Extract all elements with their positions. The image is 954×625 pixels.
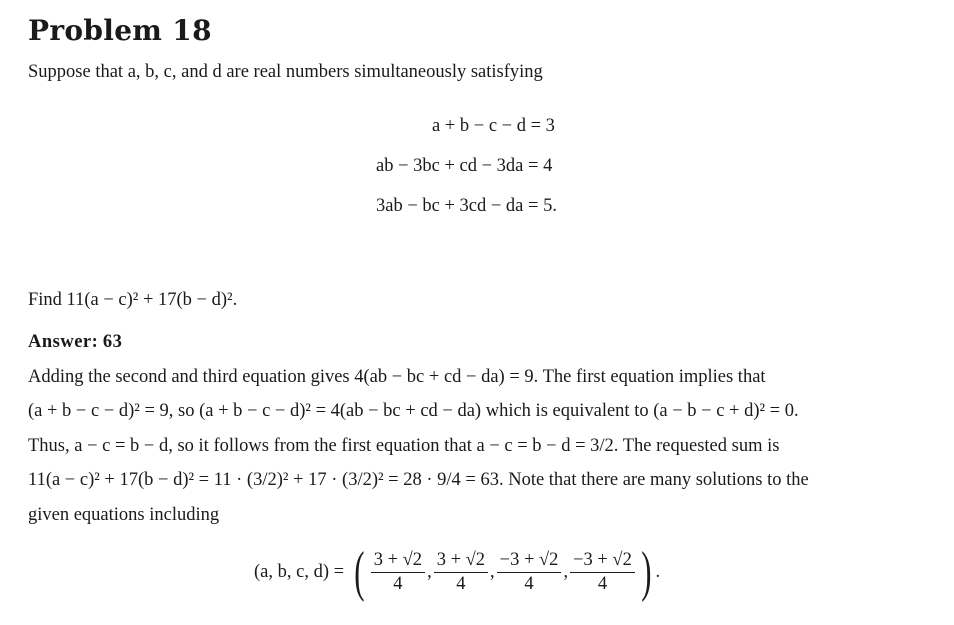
problem-question: Find 11(a − c)² + 17(b − d)².	[28, 290, 238, 310]
answer-value: 63	[102, 332, 123, 352]
left-paren: (	[354, 541, 365, 603]
final-equation-lhs: (a, b, c, d) =	[254, 561, 345, 582]
problem-title: Problem 18	[28, 14, 212, 47]
problem-intro-text: Suppose that a, b, c, and d are real numbers simultaneously satisfying	[28, 62, 543, 82]
answer-line	[28, 332, 122, 353]
equation-2: ab − 3bc + cd − 3da = 4	[376, 156, 553, 176]
solution-line-3: Thus, a − c = b − d, so it follows from the first equation that a − c = b − d = 3/2. The requested sum is	[28, 436, 780, 456]
tuple-fraction-a: $\frac{3 + √2}{4}$	[371, 549, 425, 594]
final-period: .	[655, 561, 661, 582]
equation-1: a + b − c − d = 3	[432, 116, 555, 136]
solution-line-5: given equations including	[28, 505, 220, 525]
tuple-fraction-b: $\frac{3 + √2}{4}$	[434, 549, 488, 594]
answer-label: Answer:	[28, 332, 99, 352]
tuple-fraction-c: $\frac{-3 + √2}{4}$	[497, 549, 562, 594]
final-equation: (a, b, c, d) = ( $\frac{3 + √2}{4}$ , $\frac{3 + √2}{4}$ , $\frac{-3 + √2}{4}$ , $\frac{-3 + √2}{4}$ ) .	[254, 541, 661, 603]
tuple-fraction-d: $\frac{-3 + √2}{4}$	[570, 549, 635, 594]
equation-3: 3ab − bc + 3cd − da = 5.	[376, 196, 557, 216]
solution-line-1: Adding the second and third equation gives 4(ab − bc + cd − da) = 9. The first equation implies that	[28, 367, 766, 387]
right-paren: )	[641, 541, 652, 603]
solution-line-2: (a + b − c − d)² = 9, so (a + b − c − d)² = 4(ab − bc + cd − da) which is equivalent to (a − b − c + d)² = 0.	[28, 401, 799, 421]
solution-line-4: 11(a − c)² + 17(b − d)² = 11 · (3/2)² + 17 · (3/2)² = 28 · 9/4 = 63. Note that there are many solutions to the	[28, 470, 809, 490]
problem-intro	[28, 62, 543, 83]
